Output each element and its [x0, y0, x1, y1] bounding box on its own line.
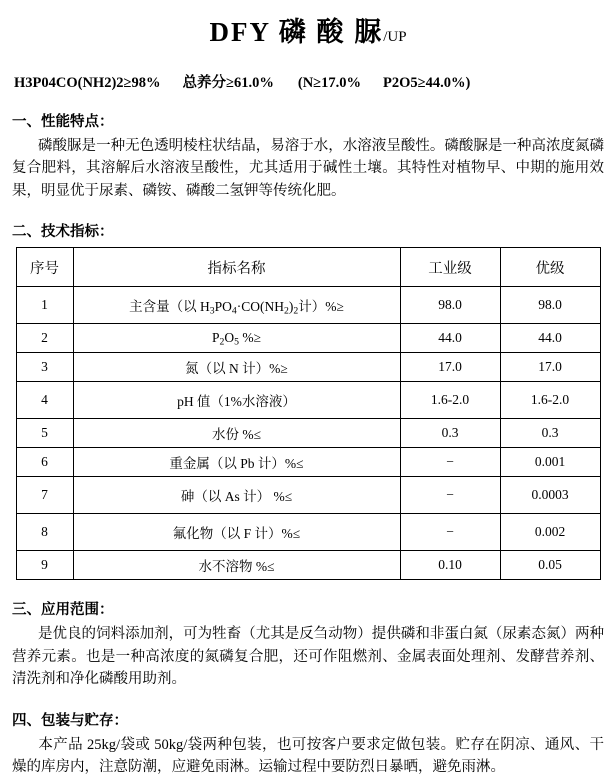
- table-cell-name: 氮（以 N 计）%≥: [73, 353, 400, 382]
- table-cell-no: 2: [16, 324, 73, 353]
- section-body-performance: [12, 135, 604, 202]
- table-row: [16, 514, 600, 551]
- table-row: [16, 287, 600, 324]
- table-row: [16, 324, 600, 353]
- table-cell-superior: 0.002: [500, 514, 600, 551]
- application-text: 是优良的饲料添加剂，可为牲畜（尤其是反刍动物）提供磷和非蛋白氮（尿素态氮）两种营养元素。也是一种高浓度的氮磷复合肥，还可作阻燃剂、金属表面处理剂、发酵营养剂、清洗剂和净化磷酸用助剂。: [12, 626, 604, 688]
- table-cell-name: 砷（以 As 计） %≤: [73, 477, 400, 514]
- table-cell-superior: 98.0: [500, 287, 600, 324]
- packaging-text: 本产品 25kg/袋或 50kg/袋两种包装，也可按客户要求定做包装。贮存在阴凉、通风、干燥的库房内，注意防潮，应避免雨淋。运输过程中要防烈日暴晒，避免雨淋。: [12, 736, 604, 776]
- section-body-packaging: [12, 734, 604, 779]
- table-cell-no: 6: [16, 448, 73, 477]
- table-cell-no: 3: [16, 353, 73, 382]
- table-cell-no: 4: [16, 382, 73, 419]
- table-cell-industrial: −: [400, 448, 500, 477]
- document-page: [0, 10, 616, 776]
- table-header-name: 指标名称: [73, 248, 400, 287]
- table-header-industrial: 工业级: [400, 248, 500, 287]
- table-row: [16, 353, 600, 382]
- table-cell-superior: 1.6-2.0: [500, 382, 600, 419]
- table-body: [16, 287, 600, 580]
- formula-part-phosphate: P2O5≥44.0%): [383, 75, 471, 91]
- formula-part-nitrogen: (N≥17.0%: [297, 75, 361, 91]
- chemical-formula-line: [14, 71, 616, 92]
- section-heading-performance: 一、性能特点：: [12, 114, 114, 130]
- table-cell-industrial: 98.0: [400, 287, 500, 324]
- spec-table: [16, 247, 601, 580]
- table-cell-superior: 0.05: [500, 551, 600, 580]
- section-body-application: [12, 623, 604, 690]
- formula-part-main: H3P04CO(NH2)2≥98%: [14, 75, 161, 91]
- table-cell-name: $P_2O_5$ %≥: [73, 324, 400, 353]
- table-cell-name: 水不溶物 %≤: [73, 551, 400, 580]
- table-row: [16, 382, 600, 419]
- performance-text: 磷酸脲是一种无色透明棱柱状结晶，易溶于水，水溶液呈酸性。磷酸脲是一种高浓度氮磷复合肥料，其溶解后水溶液呈酸性，尤其适用于碱性土壤。其特性对植物早、中期的施用效果，明显优于尿素、磷铵、磷酸二氢钾等传统化肥。: [12, 138, 604, 199]
- table-cell-no: 7: [16, 477, 73, 514]
- table-cell-industrial: 0.10: [400, 551, 500, 580]
- section-heading-packaging: 四、包装与贮存：: [12, 712, 128, 729]
- table-cell-superior: 44.0: [500, 324, 600, 353]
- section-heading-specs: 二、技术指标：: [12, 224, 114, 241]
- table-row: [16, 551, 600, 580]
- table-cell-industrial: 0.3: [400, 419, 500, 448]
- table-cell-industrial: −: [400, 477, 500, 514]
- table-cell-superior: 0.3: [500, 419, 600, 448]
- table-header-row: [16, 248, 600, 287]
- table-row: [16, 419, 600, 448]
- table-cell-industrial: 17.0: [400, 353, 500, 382]
- table-header-superior: 优级: [500, 248, 600, 287]
- table-cell-superior: 17.0: [500, 353, 600, 382]
- table-cell-industrial: 1.6-2.0: [400, 382, 500, 419]
- table-cell-name: 主含量（以 $H_3PO_4\cdot CO(NH_2)_2$计）%≥: [73, 287, 400, 324]
- table-cell-name: 水份 %≤: [73, 419, 400, 448]
- table-cell-superior: 0.0003: [500, 477, 600, 514]
- table-row: [16, 477, 600, 514]
- table-cell-superior: 0.001: [500, 448, 600, 477]
- table-cell-industrial: −: [400, 514, 500, 551]
- table-cell-no: 8: [16, 514, 73, 551]
- section-heading-application: 三、应用范围：: [12, 602, 114, 619]
- page-title-suffix: /UP: [383, 29, 407, 45]
- table-row: [16, 448, 600, 477]
- table-cell-no: 1: [16, 287, 73, 324]
- page-title-main: DFY 磷 酸 脲: [209, 17, 384, 47]
- table-cell-no: 5: [16, 419, 73, 448]
- table-cell-name: pH 值（1%水溶液）: [73, 382, 400, 419]
- table-cell-name: 重金属（以 Pb 计）%≤: [73, 448, 400, 477]
- table-cell-name: 氟化物（以 F 计）%≤: [73, 514, 400, 551]
- table-cell-industrial: 44.0: [400, 324, 500, 353]
- table-cell-no: 9: [16, 551, 73, 580]
- formula-part-total: 总养分≥61.0%: [182, 75, 274, 91]
- table-header-no: 序号: [16, 248, 73, 287]
- page-title: [0, 10, 616, 49]
